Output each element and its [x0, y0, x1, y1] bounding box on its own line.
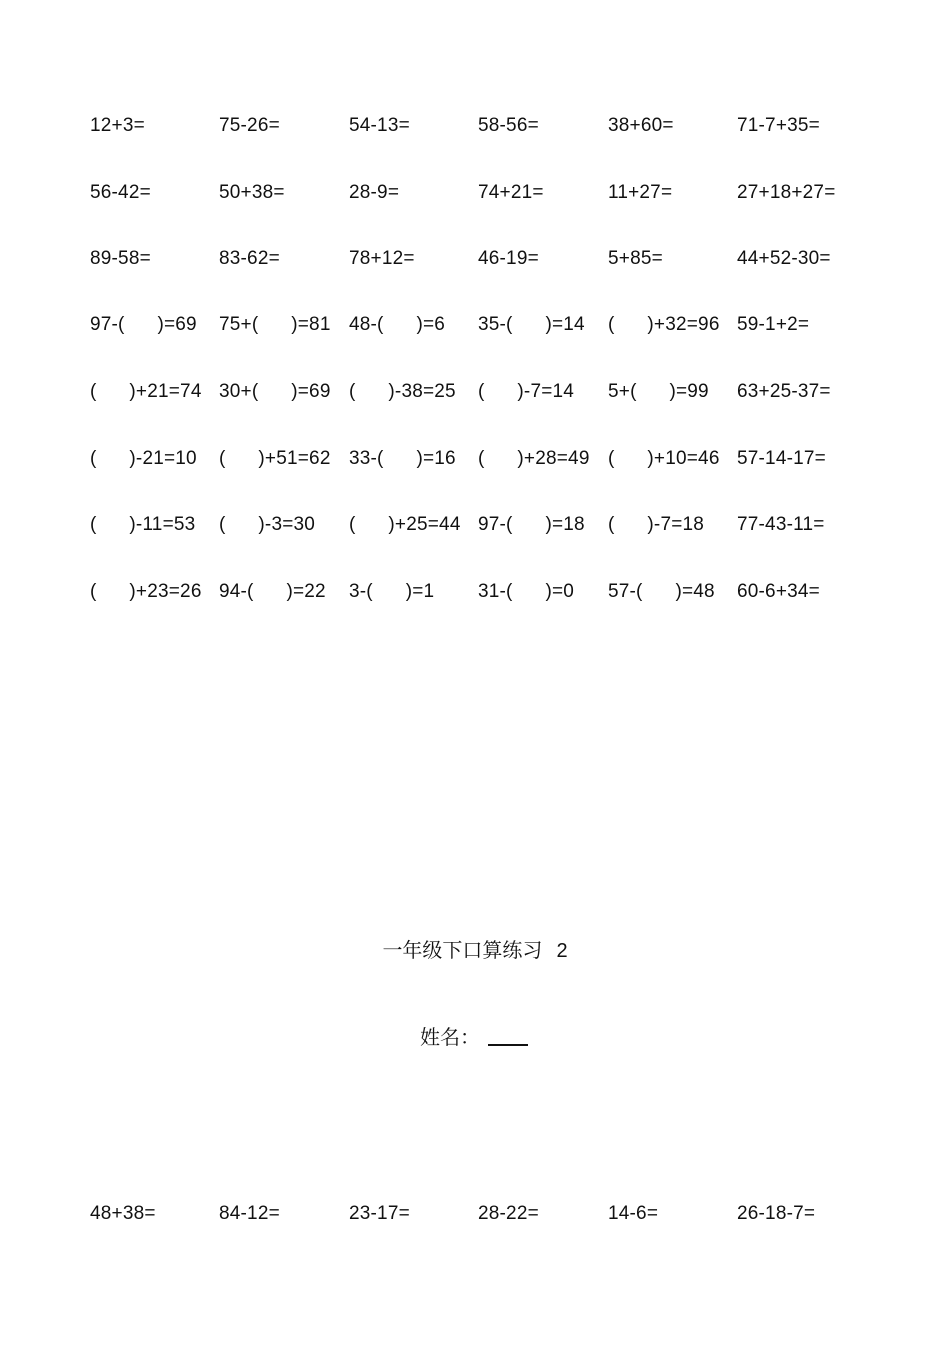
fill-in-blank-problem: 48-( )=6 [349, 314, 446, 335]
arithmetic-problem: 83-62= [219, 248, 280, 269]
fill-in-blank-problem: ( )+10=46 [608, 448, 720, 469]
fill-in-blank-problem: ( )+21=74 [90, 381, 202, 402]
arithmetic-problem: 84-12= [219, 1203, 280, 1224]
problem-row [0, 179, 950, 207]
fill-in-blank-problem: ( )-21=10 [90, 448, 197, 469]
arithmetic-problem: 44+52-30= [737, 248, 831, 269]
fill-in-blank-problem: ( )+25=44 [349, 514, 461, 535]
arithmetic-problem: 74+21= [478, 182, 544, 203]
arithmetic-problem: 46-19= [478, 248, 539, 269]
fill-in-blank-problem: 35-( )=14 [478, 314, 585, 335]
problem-row [0, 311, 950, 339]
fill-in-blank-problem: 97-( )=69 [90, 314, 197, 335]
arithmetic-problem: 60-6+34= [737, 581, 820, 602]
arithmetic-problem: 54-13= [349, 115, 410, 136]
arithmetic-problem: 50+38= [219, 182, 285, 203]
fill-in-blank-problem: ( )-3=30 [219, 514, 316, 535]
problem-row [0, 1200, 950, 1228]
fill-in-blank-problem: ( )+32=96 [608, 314, 720, 335]
arithmetic-problem: 78+12= [349, 248, 415, 269]
problem-row [0, 578, 950, 606]
arithmetic-problem: 5+85= [608, 248, 663, 269]
arithmetic-problem: 89-58= [90, 248, 151, 269]
arithmetic-problem: 23-17= [349, 1203, 410, 1224]
arithmetic-problem: 26-18-7= [737, 1203, 816, 1224]
problem-row [0, 445, 950, 473]
arithmetic-problem: 11+27= [608, 182, 673, 203]
arithmetic-problem: 71-7+35= [737, 115, 820, 136]
fill-in-blank-problem: ( )-7=18 [608, 514, 705, 535]
arithmetic-problem: 27+18+27= [737, 182, 836, 203]
arithmetic-problem: 28-9= [349, 182, 400, 203]
fill-in-blank-problem: 97-( )=18 [478, 514, 585, 535]
fill-in-blank-problem: ( )-38=25 [349, 381, 456, 402]
arithmetic-problem: 75-26= [219, 115, 280, 136]
fill-in-blank-problem: ( )+23=26 [90, 581, 202, 602]
worksheet-title [0, 935, 950, 966]
arithmetic-problem: 56-42= [90, 182, 151, 203]
arithmetic-problem: 14-6= [608, 1203, 659, 1224]
fill-in-blank-problem: 3-( )=1 [349, 581, 435, 602]
problem-row [0, 378, 950, 406]
problem-row [0, 245, 950, 273]
fill-in-blank-problem: 31-( )=0 [478, 581, 575, 602]
arithmetic-problem: 59-1+2= [737, 314, 810, 335]
fill-in-blank-problem: 33-( )=16 [349, 448, 456, 469]
fill-in-blank-problem: ( )+51=62 [219, 448, 331, 469]
fill-in-blank-problem: 5+( )=99 [608, 381, 709, 402]
fill-in-blank-problem: ( )+28=49 [478, 448, 590, 469]
fill-in-blank-problem: ( )-11=53 [90, 514, 196, 535]
fill-in-blank-problem: 94-( )=22 [219, 581, 326, 602]
fill-in-blank-problem: ( )-7=14 [478, 381, 575, 402]
arithmetic-problem: 57-14-17= [737, 448, 826, 469]
arithmetic-problem: 28-22= [478, 1203, 539, 1224]
arithmetic-problem: 63+25-37= [737, 381, 831, 402]
fill-in-blank-problem: 57-( )=48 [608, 581, 715, 602]
fill-in-blank-problem: 75+( )=81 [219, 314, 331, 335]
arithmetic-problem: 48+38= [90, 1203, 156, 1224]
fill-in-blank-problem: 30+( )=69 [219, 381, 331, 402]
arithmetic-problem: 12+3= [90, 115, 145, 136]
problem-row [0, 112, 950, 140]
worksheet-title-number: 2 [556, 940, 568, 962]
arithmetic-problem: 77-43-11= [737, 514, 825, 535]
arithmetic-problem: 58-56= [478, 115, 539, 136]
arithmetic-problem: 38+60= [608, 115, 674, 136]
name-label: 姓名： [420, 1025, 480, 1049]
worksheet-title-text: 一年级下口算练习 [382, 938, 543, 962]
name-blank-line [488, 1044, 528, 1046]
problem-row [0, 511, 950, 539]
